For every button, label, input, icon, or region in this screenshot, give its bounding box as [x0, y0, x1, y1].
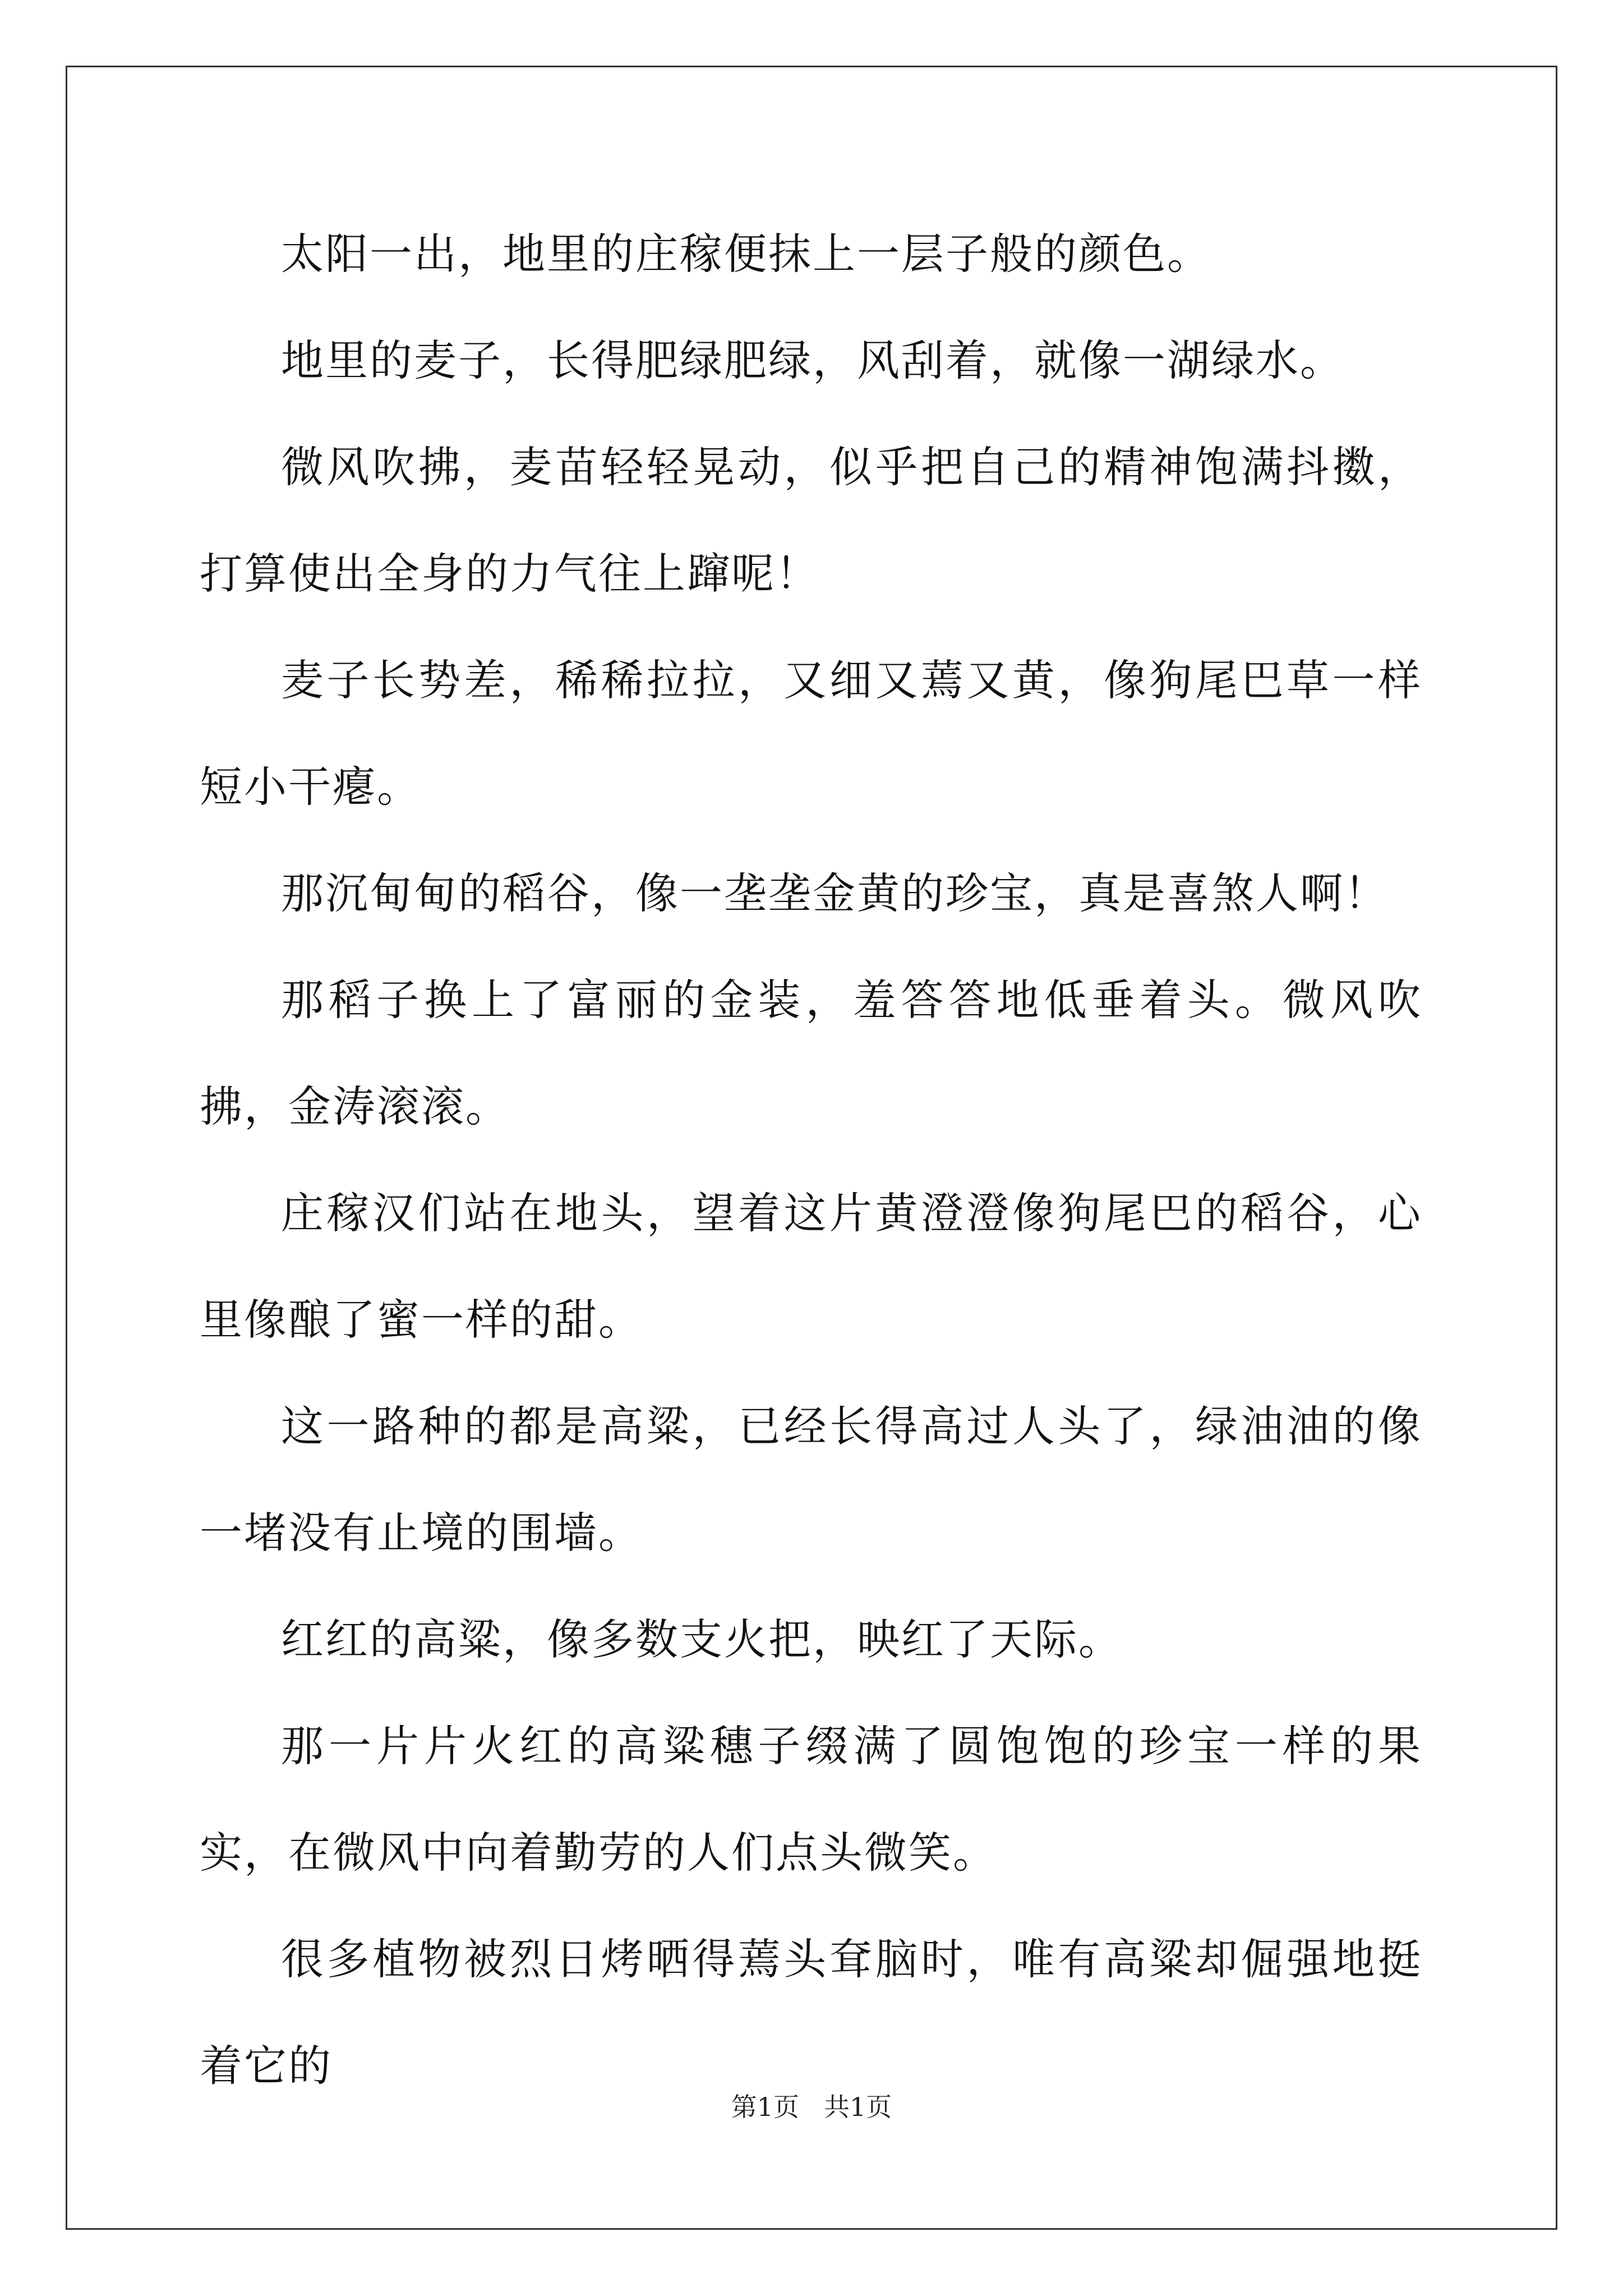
document-body — [200, 201, 1422, 2119]
paragraph: 庄稼汉们站在地头，望着这片黄澄澄像狗尾巴的稻谷，心里像酿了蜜一样的甜。 — [200, 1188, 1422, 1345]
page-number: 第1页 — [731, 2092, 800, 2122]
paragraph: 那一片片火红的高粱穗子缀满了圆饱饱的珍宝一样的果实，在微风中向着勤劳的人们点头微笑。 — [200, 1721, 1422, 1878]
paragraph: 红红的高粱，像多数支火把，映红了天际。 — [281, 1614, 1123, 1664]
paragraph: 很多植物被烈日烤晒得蔫头耷脑时，唯有高粱却倔强地挺着它的 — [200, 1934, 1422, 2091]
paragraph: 麦子长势差，稀稀拉拉，又细又蔫又黄，像狗尾巴草一样短小干瘪。 — [200, 655, 1422, 812]
page-total: 共1页 — [823, 2092, 892, 2122]
paragraph: 地里的麦子，长得肥绿肥绿，风刮着，就像一湖绿水。 — [281, 335, 1344, 385]
paragraph: 微风吹拂，麦苗轻轻晃动，似乎把自己的精神饱满抖擞，打算使出全身的力气往上蹿呢！ — [200, 442, 1422, 599]
paragraph: 那稻子换上了富丽的金装，羞答答地低垂着头。微风吹拂，金涛滚滚。 — [200, 975, 1422, 1131]
paragraph: 太阳一出，地里的庄稼便抹上一层子般的颜色。 — [281, 229, 1211, 279]
page-footer — [0, 2087, 1623, 2124]
paragraph: 这一路种的都是高粱，已经长得高过人头了，绿油油的像一堵没有止境的围墙。 — [200, 1401, 1422, 1558]
paragraph: 那沉甸甸的稻谷，像一垄垄金黄的珍宝，真是喜煞人啊！ — [281, 868, 1389, 918]
